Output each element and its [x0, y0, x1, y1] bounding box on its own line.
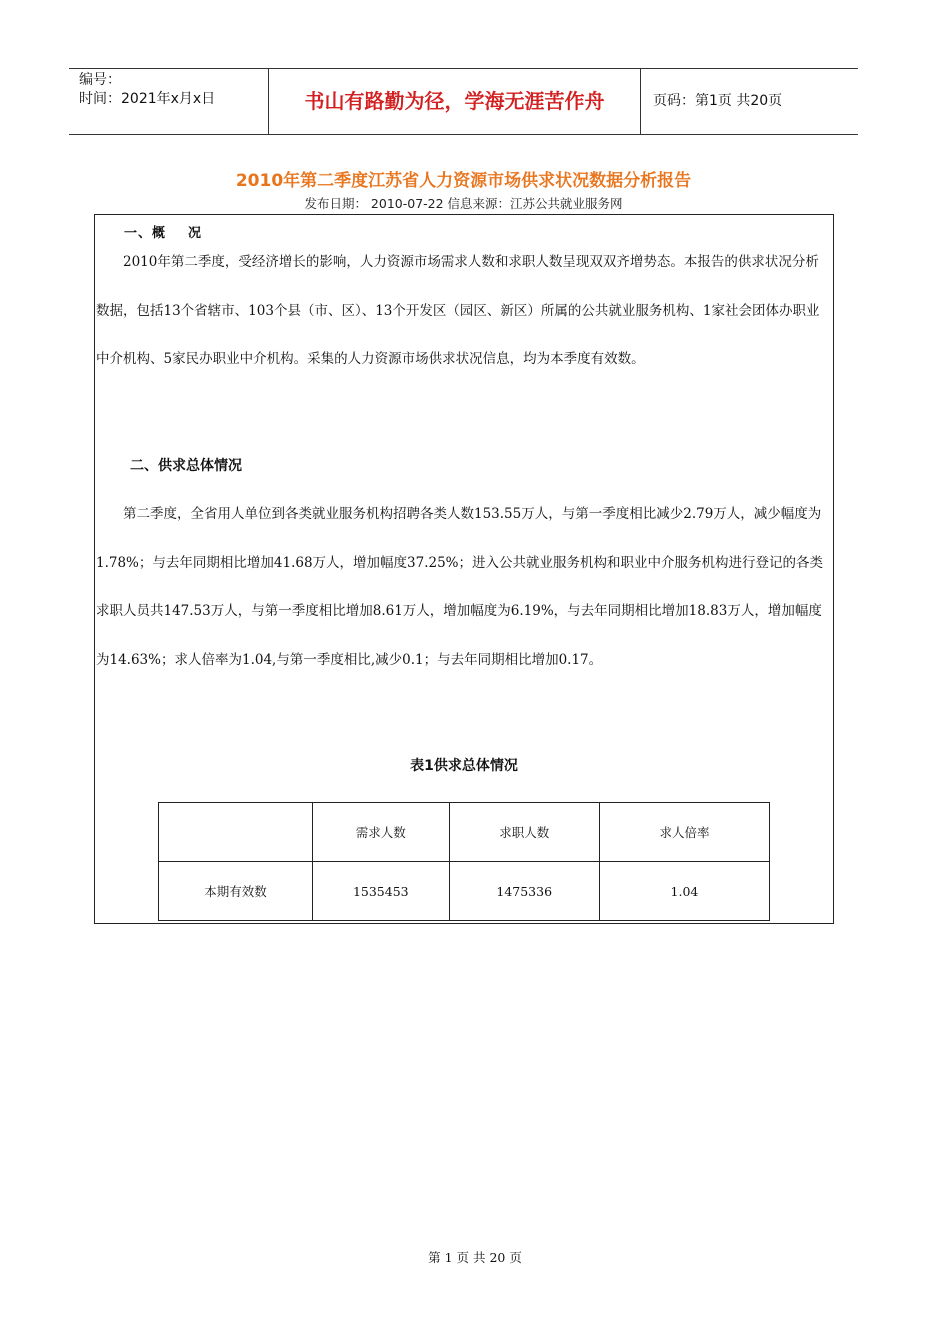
table-header-row [159, 803, 770, 862]
table-header-cell: 求人倍率 [599, 803, 769, 862]
header-motto: 书山有路勤为径，学海无涯苦作舟 [269, 69, 641, 134]
table-header-cell: 求职人数 [449, 803, 599, 862]
table-cell: 1535453 [313, 862, 449, 921]
page-header [69, 68, 858, 135]
section1-paragraph: 2010年第二季度，受经济增长的影响，人力资源市场需求人数和求职人数呈现双双齐增势态。本报告的供求状况分析数据，包括13个省辖市、103个县（市、区）、13个开发区（园区、新区）所属的公共就业服务机构、1家社会团体办职业中介机构、5家民办职业中介机构。采集的人力资源市场供求状况信息，均为本季度有效数。 [96, 254, 820, 367]
supply-demand-table [158, 802, 770, 921]
publish-info: 发布日期： 2010-07-22 信息来源：江苏公共就业服务网 [304, 196, 623, 211]
table-header-cell: 需求人数 [313, 803, 449, 862]
table-cell: 1.04 [599, 862, 769, 921]
table-caption: 表1供求总体情况 [410, 758, 518, 774]
time-label: 时间：2021年x月x日 [79, 91, 216, 107]
table-cell: 本期有效数 [159, 862, 313, 921]
section1-heading-part-a: 一、概 [124, 226, 167, 241]
table-header-cell [159, 803, 313, 862]
section2-heading: 二、供求总体情况 [130, 458, 242, 474]
section2-paragraph: 第二季度，全省用人单位到各类就业服务机构招聘各类人数153.55万人，与第一季度相比减少2.79万人，减少幅度为1.78%；与去年同期相比增加41.68万人，增加幅度37.25%；进入公共就业服务机构和职业中介服务机构进行登记的各类求职人员共147.53万人，与第一季度相比增加8.61万人，增加幅度为6.19%，与去年同期相比增加18.83万人，增加幅度为14.63%；求人倍率为1.04,与第一季度相比,减少0.1；与去年同期相比增加0.17。 [96, 506, 824, 668]
table-row [159, 862, 770, 921]
section1-heading-part-b: 况 [188, 226, 203, 241]
number-label: 编号： [79, 72, 121, 88]
page-footer: 第 1 页 共 20 页 [428, 1250, 522, 1265]
report-title: 2010年第二季度江苏省人力资源市场供求状况数据分析报告 [235, 171, 692, 191]
header-meta [69, 69, 269, 134]
table-cell: 1475336 [449, 862, 599, 921]
header-page-info: 页码：第1页 共20页 [653, 93, 783, 109]
